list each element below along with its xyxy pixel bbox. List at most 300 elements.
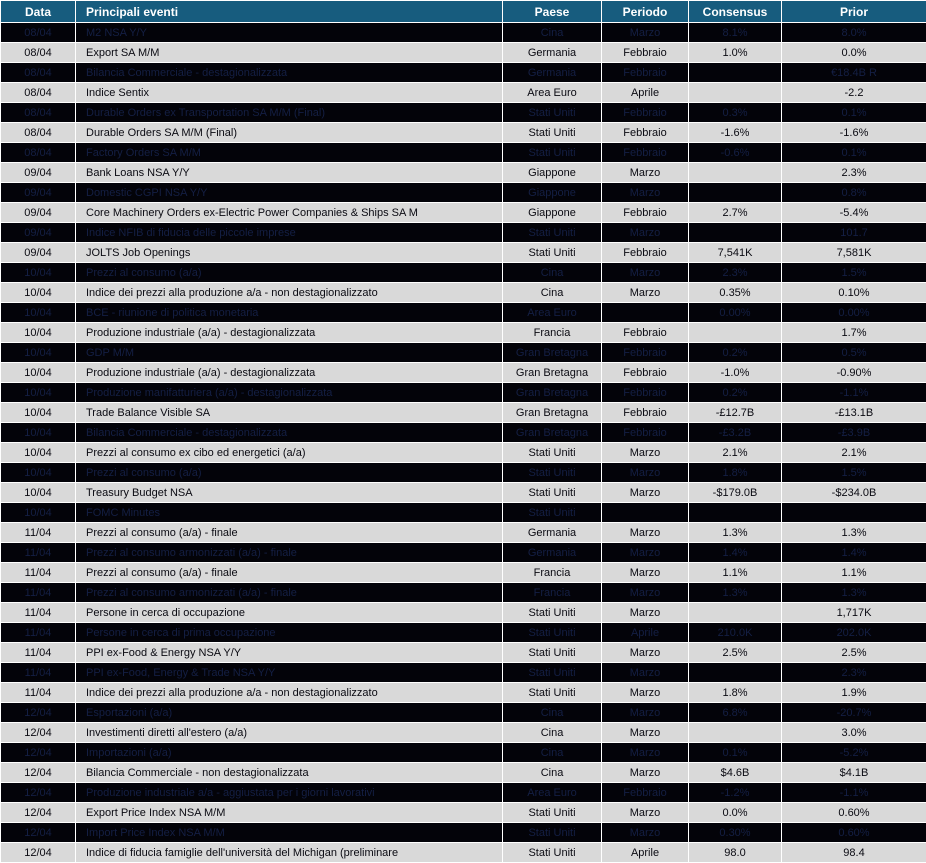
cell-paese: Gran Bretagna <box>503 383 602 403</box>
cell-periodo: Febbraio <box>602 343 689 363</box>
table-row <box>1 103 926 123</box>
cell-consensus: 0.0% <box>689 803 782 823</box>
cell-evento: Prezzi al consumo (a/a) - finale <box>76 563 503 583</box>
cell-data: 10/04 <box>1 263 76 283</box>
cell-evento: Prezzi al consumo (a/a) - finale <box>76 523 503 543</box>
cell-evento: Bank Loans NSA Y/Y <box>76 163 503 183</box>
cell-consensus: 0.30% <box>689 823 782 843</box>
cell-consensus <box>689 223 782 243</box>
table-row <box>1 263 926 283</box>
cell-evento: JOLTS Job Openings <box>76 243 503 263</box>
cell-prior: 0.8% <box>782 183 926 203</box>
cell-periodo: Febbraio <box>602 103 689 123</box>
cell-consensus <box>689 723 782 743</box>
cell-periodo: Marzo <box>602 803 689 823</box>
cell-data: 12/04 <box>1 843 76 863</box>
table-row <box>1 283 926 303</box>
cell-consensus <box>689 163 782 183</box>
cell-paese: Cina <box>503 283 602 303</box>
table-row <box>1 603 926 623</box>
cell-data: 08/04 <box>1 123 76 143</box>
cell-periodo: Febbraio <box>602 123 689 143</box>
table-row <box>1 183 926 203</box>
cell-consensus <box>689 503 782 523</box>
table-row <box>1 43 926 63</box>
cell-periodo: Marzo <box>602 603 689 623</box>
cell-data: 12/04 <box>1 743 76 763</box>
column-header-paese: Paese <box>503 1 602 23</box>
cell-data: 09/04 <box>1 203 76 223</box>
table-row <box>1 843 926 863</box>
cell-prior: -1.1% <box>782 383 926 403</box>
cell-periodo <box>602 503 689 523</box>
cell-periodo: Aprile <box>602 843 689 863</box>
cell-consensus: -1.6% <box>689 123 782 143</box>
cell-prior: -£13.1B <box>782 403 926 423</box>
cell-evento: Prezzi al consumo armonizzati (a/a) - finale <box>76 543 503 563</box>
cell-paese: Area Euro <box>503 783 602 803</box>
cell-prior: 1.4% <box>782 543 926 563</box>
cell-evento: Indice dei prezzi alla produzione a/a - non destagionalizzato <box>76 283 503 303</box>
cell-prior <box>782 503 926 523</box>
table-row <box>1 743 926 763</box>
column-header-prior: Prior <box>782 1 926 23</box>
cell-consensus: 2.3% <box>689 263 782 283</box>
cell-consensus <box>689 83 782 103</box>
cell-evento: Durable Orders SA M/M (Final) <box>76 123 503 143</box>
cell-evento: Export SA M/M <box>76 43 503 63</box>
cell-paese: Cina <box>503 703 602 723</box>
table-row <box>1 243 926 263</box>
cell-paese: Stati Uniti <box>503 483 602 503</box>
cell-consensus: 0.35% <box>689 283 782 303</box>
cell-periodo: Marzo <box>602 23 689 43</box>
cell-evento: Factory Orders SA M/M <box>76 143 503 163</box>
cell-prior: -$234.0B <box>782 483 926 503</box>
cell-paese: Stati Uniti <box>503 623 602 643</box>
cell-evento: Prezzi al consumo ex cibo ed energetici (a/a) <box>76 443 503 463</box>
cell-data: 08/04 <box>1 43 76 63</box>
cell-paese: Stati Uniti <box>503 663 602 683</box>
cell-data: 11/04 <box>1 563 76 583</box>
cell-consensus <box>689 63 782 83</box>
cell-evento: Investimenti diretti all'estero (a/a) <box>76 723 503 743</box>
cell-prior: 1.9% <box>782 683 926 703</box>
cell-paese: Stati Uniti <box>503 103 602 123</box>
cell-prior: 101.7 <box>782 223 926 243</box>
table-row <box>1 763 926 783</box>
table-row <box>1 523 926 543</box>
cell-data: 11/04 <box>1 623 76 643</box>
table-row <box>1 223 926 243</box>
cell-consensus: -£12.7B <box>689 403 782 423</box>
cell-periodo: Marzo <box>602 563 689 583</box>
cell-prior: 2.1% <box>782 443 926 463</box>
cell-periodo: Marzo <box>602 703 689 723</box>
cell-evento: Produzione industriale (a/a) - destagionalizzata <box>76 323 503 343</box>
cell-consensus <box>689 183 782 203</box>
cell-evento: Prezzi al consumo armonizzati (a/a) - finale <box>76 583 503 603</box>
cell-paese: Giappone <box>503 203 602 223</box>
cell-periodo: Marzo <box>602 823 689 843</box>
cell-data: 08/04 <box>1 143 76 163</box>
cell-paese: Francia <box>503 563 602 583</box>
cell-consensus: 2.5% <box>689 643 782 663</box>
table-row <box>1 483 926 503</box>
cell-data: 10/04 <box>1 383 76 403</box>
cell-paese: Gran Bretagna <box>503 423 602 443</box>
cell-data: 10/04 <box>1 463 76 483</box>
cell-consensus <box>689 663 782 683</box>
table-row <box>1 63 926 83</box>
cell-periodo: Marzo <box>602 743 689 763</box>
cell-prior: -5.4% <box>782 203 926 223</box>
cell-prior: -20.7% <box>782 703 926 723</box>
cell-evento: Prezzi al consumo (a/a) <box>76 263 503 283</box>
cell-consensus: 2.1% <box>689 443 782 463</box>
cell-evento: Export Price Index NSA M/M <box>76 803 503 823</box>
header-row <box>1 1 926 23</box>
cell-consensus: 210.0K <box>689 623 782 643</box>
cell-prior: 202.0K <box>782 623 926 643</box>
cell-periodo: Febbraio <box>602 783 689 803</box>
table-row <box>1 643 926 663</box>
table-row <box>1 663 926 683</box>
cell-consensus: 1.1% <box>689 563 782 583</box>
table-row <box>1 823 926 843</box>
table-row <box>1 203 926 223</box>
cell-evento: Esportazioni (a/a) <box>76 703 503 723</box>
cell-prior: -£3.9B <box>782 423 926 443</box>
cell-periodo: Marzo <box>602 643 689 663</box>
cell-data: 08/04 <box>1 83 76 103</box>
column-header-eventi: Principali eventi <box>76 1 503 23</box>
cell-evento: PPI ex-Food, Energy & Trade NSA Y/Y <box>76 663 503 683</box>
cell-prior: 0.1% <box>782 103 926 123</box>
cell-prior: 1.5% <box>782 263 926 283</box>
cell-prior: 2.5% <box>782 643 926 663</box>
cell-evento: Bilancia Commerciale - non destagionalizzata <box>76 763 503 783</box>
cell-evento: M2 NSA Y/Y <box>76 23 503 43</box>
cell-data: 10/04 <box>1 423 76 443</box>
table-row <box>1 423 926 443</box>
cell-data: 11/04 <box>1 603 76 623</box>
cell-periodo: Febbraio <box>602 323 689 343</box>
column-header-consensus: Consensus <box>689 1 782 23</box>
cell-prior: 1.3% <box>782 583 926 603</box>
cell-paese: Stati Uniti <box>503 243 602 263</box>
cell-prior: 0.1% <box>782 143 926 163</box>
cell-paese: Germania <box>503 523 602 543</box>
cell-consensus: 0.3% <box>689 103 782 123</box>
cell-consensus: 1.3% <box>689 523 782 543</box>
cell-evento: Produzione industriale (a/a) - destagionalizzata <box>76 363 503 383</box>
cell-paese: Stati Uniti <box>503 443 602 463</box>
cell-prior: 0.5% <box>782 343 926 363</box>
table-row <box>1 583 926 603</box>
cell-data: 12/04 <box>1 723 76 743</box>
table-row <box>1 723 926 743</box>
cell-paese: Giappone <box>503 163 602 183</box>
cell-evento: Import Price Index NSA M/M <box>76 823 503 843</box>
cell-periodo: Aprile <box>602 83 689 103</box>
cell-periodo: Marzo <box>602 263 689 283</box>
cell-consensus: 2.7% <box>689 203 782 223</box>
table-row <box>1 463 926 483</box>
cell-prior: 0.60% <box>782 823 926 843</box>
cell-consensus <box>689 323 782 343</box>
cell-periodo: Febbraio <box>602 203 689 223</box>
table-header <box>1 1 926 23</box>
cell-periodo: Marzo <box>602 223 689 243</box>
table-row <box>1 23 926 43</box>
cell-data: 12/04 <box>1 763 76 783</box>
cell-prior: 0.00% <box>782 303 926 323</box>
cell-periodo: Marzo <box>602 283 689 303</box>
cell-data: 10/04 <box>1 323 76 343</box>
cell-paese: Gran Bretagna <box>503 403 602 423</box>
cell-data: 12/04 <box>1 803 76 823</box>
cell-prior: -5.2% <box>782 743 926 763</box>
table-row <box>1 343 926 363</box>
cell-paese: Stati Uniti <box>503 683 602 703</box>
cell-paese: Stati Uniti <box>503 463 602 483</box>
cell-evento: Indice NFIB di fiducia delle piccole imprese <box>76 223 503 243</box>
cell-paese: Cina <box>503 743 602 763</box>
cell-consensus: 1.4% <box>689 543 782 563</box>
cell-consensus: $4.6B <box>689 763 782 783</box>
cell-prior: 1.5% <box>782 463 926 483</box>
cell-evento: Produzione manifatturiera (a/a) - destagionalizzata <box>76 383 503 403</box>
cell-data: 11/04 <box>1 683 76 703</box>
cell-periodo: Febbraio <box>602 363 689 383</box>
cell-consensus: 6.8% <box>689 703 782 723</box>
cell-paese: Area Euro <box>503 83 602 103</box>
cell-paese: Francia <box>503 323 602 343</box>
cell-data: 10/04 <box>1 483 76 503</box>
cell-consensus: -1.0% <box>689 363 782 383</box>
cell-evento: Persone in cerca di prima occupazione <box>76 623 503 643</box>
cell-evento: Indice dei prezzi alla produzione a/a - non destagionalizzato <box>76 683 503 703</box>
cell-periodo: Marzo <box>602 443 689 463</box>
table-row <box>1 563 926 583</box>
cell-periodo: Marzo <box>602 723 689 743</box>
cell-paese: Stati Uniti <box>503 603 602 623</box>
cell-paese: Gran Bretagna <box>503 343 602 363</box>
cell-data: 12/04 <box>1 783 76 803</box>
cell-consensus: 1.3% <box>689 583 782 603</box>
cell-paese: Germania <box>503 63 602 83</box>
cell-consensus: -£3.2B <box>689 423 782 443</box>
cell-prior: -2.2 <box>782 83 926 103</box>
cell-paese: Stati Uniti <box>503 823 602 843</box>
table-row <box>1 803 926 823</box>
cell-consensus: 0.00% <box>689 303 782 323</box>
cell-periodo: Marzo <box>602 543 689 563</box>
cell-evento: Bilancia Commerciale - destagionalizzata <box>76 63 503 83</box>
cell-consensus: 7,541K <box>689 243 782 263</box>
cell-paese: Stati Uniti <box>503 143 602 163</box>
cell-periodo: Febbraio <box>602 403 689 423</box>
cell-prior: €18.4B R <box>782 63 926 83</box>
cell-evento: Trade Balance Visible SA <box>76 403 503 423</box>
table-row <box>1 163 926 183</box>
cell-consensus: 1.8% <box>689 683 782 703</box>
cell-evento: Domestic CGPI NSA Y/Y <box>76 183 503 203</box>
cell-consensus <box>689 603 782 623</box>
cell-data: 12/04 <box>1 823 76 843</box>
cell-evento: Indice di fiducia famiglie dell'università del Michigan (preliminare <box>76 843 503 863</box>
cell-paese: Stati Uniti <box>503 643 602 663</box>
cell-paese: Francia <box>503 583 602 603</box>
cell-data: 09/04 <box>1 243 76 263</box>
cell-paese: Stati Uniti <box>503 503 602 523</box>
cell-periodo: Marzo <box>602 583 689 603</box>
cell-prior: 0.10% <box>782 283 926 303</box>
cell-data: 11/04 <box>1 663 76 683</box>
cell-evento: BCE - riunione di politica monetaria <box>76 303 503 323</box>
table-row <box>1 303 926 323</box>
cell-evento: Produzione industriale a/a - aggiustata per i giorni lavorativi <box>76 783 503 803</box>
cell-periodo: Febbraio <box>602 423 689 443</box>
cell-consensus: -1.2% <box>689 783 782 803</box>
cell-evento: PPI ex-Food & Energy NSA Y/Y <box>76 643 503 663</box>
cell-data: 10/04 <box>1 503 76 523</box>
cell-paese: Cina <box>503 763 602 783</box>
cell-data: 10/04 <box>1 303 76 323</box>
cell-evento: Treasury Budget NSA <box>76 483 503 503</box>
cell-paese: Giappone <box>503 183 602 203</box>
cell-data: 11/04 <box>1 543 76 563</box>
cell-prior: $4.1B <box>782 763 926 783</box>
cell-prior: 1,717K <box>782 603 926 623</box>
cell-consensus: 0.2% <box>689 343 782 363</box>
cell-data: 08/04 <box>1 23 76 43</box>
cell-prior: 1.7% <box>782 323 926 343</box>
table-row <box>1 783 926 803</box>
cell-data: 09/04 <box>1 223 76 243</box>
cell-consensus: 0.1% <box>689 743 782 763</box>
cell-consensus: -0.6% <box>689 143 782 163</box>
cell-data: 09/04 <box>1 163 76 183</box>
cell-periodo <box>602 303 689 323</box>
cell-consensus: 8.1% <box>689 23 782 43</box>
cell-periodo: Febbraio <box>602 383 689 403</box>
cell-paese: Stati Uniti <box>503 843 602 863</box>
cell-periodo: Febbraio <box>602 243 689 263</box>
cell-periodo: Febbraio <box>602 143 689 163</box>
table-row <box>1 443 926 463</box>
cell-consensus: 98.0 <box>689 843 782 863</box>
cell-evento: Core Machinery Orders ex-Electric Power Companies & Ships SA M <box>76 203 503 223</box>
cell-periodo: Marzo <box>602 763 689 783</box>
cell-prior: -1.6% <box>782 123 926 143</box>
cell-prior: 3.0% <box>782 723 926 743</box>
cell-data: 08/04 <box>1 63 76 83</box>
cell-periodo: Febbraio <box>602 63 689 83</box>
cell-consensus: 1.0% <box>689 43 782 63</box>
cell-prior: 2.3% <box>782 163 926 183</box>
table-row <box>1 123 926 143</box>
cell-evento: Durable Orders ex Transportation SA M/M (Final) <box>76 103 503 123</box>
cell-evento: Persone in cerca di occupazione <box>76 603 503 623</box>
table-row <box>1 623 926 643</box>
cell-evento: Prezzi al consumo (a/a) <box>76 463 503 483</box>
cell-paese: Stati Uniti <box>503 223 602 243</box>
table-row <box>1 543 926 563</box>
table-row <box>1 363 926 383</box>
cell-consensus: -$179.0B <box>689 483 782 503</box>
cell-periodo: Marzo <box>602 523 689 543</box>
cell-evento: FOMC Minutes <box>76 503 503 523</box>
table-row <box>1 383 926 403</box>
cell-data: 12/04 <box>1 703 76 723</box>
table-row <box>1 403 926 423</box>
cell-prior: 7,581K <box>782 243 926 263</box>
cell-data: 10/04 <box>1 403 76 423</box>
cell-paese: Stati Uniti <box>503 803 602 823</box>
cell-data: 10/04 <box>1 343 76 363</box>
cell-evento: GDP M/M <box>76 343 503 363</box>
cell-prior: 98.4 <box>782 843 926 863</box>
cell-paese: Gran Bretagna <box>503 363 602 383</box>
table-row <box>1 683 926 703</box>
cell-prior: 1.1% <box>782 563 926 583</box>
cell-paese: Germania <box>503 543 602 563</box>
table-row <box>1 503 926 523</box>
cell-data: 10/04 <box>1 443 76 463</box>
cell-periodo: Marzo <box>602 163 689 183</box>
cell-evento: Bilancia Commerciale - destagionalizzata <box>76 423 503 443</box>
cell-paese: Cina <box>503 23 602 43</box>
cell-paese: Stati Uniti <box>503 123 602 143</box>
table-body <box>1 23 926 863</box>
cell-prior: -1.1% <box>782 783 926 803</box>
table-row <box>1 323 926 343</box>
cell-evento: Indice Sentix <box>76 83 503 103</box>
cell-paese: Cina <box>503 723 602 743</box>
cell-evento: Importazioni (a/a) <box>76 743 503 763</box>
cell-paese: Cina <box>503 263 602 283</box>
cell-periodo: Aprile <box>602 623 689 643</box>
cell-periodo: Marzo <box>602 483 689 503</box>
table-row <box>1 83 926 103</box>
cell-prior: 8.0% <box>782 23 926 43</box>
cell-prior: 2.3% <box>782 663 926 683</box>
cell-paese: Germania <box>503 43 602 63</box>
cell-paese: Area Euro <box>503 303 602 323</box>
cell-prior: 0.0% <box>782 43 926 63</box>
cell-data: 11/04 <box>1 643 76 663</box>
cell-data: 11/04 <box>1 583 76 603</box>
cell-periodo: Marzo <box>602 663 689 683</box>
cell-prior: 1.3% <box>782 523 926 543</box>
column-header-data: Data <box>1 1 76 23</box>
column-header-periodo: Periodo <box>602 1 689 23</box>
cell-data: 10/04 <box>1 363 76 383</box>
cell-data: 09/04 <box>1 183 76 203</box>
cell-periodo: Marzo <box>602 463 689 483</box>
table-row <box>1 703 926 723</box>
cell-consensus: 0.2% <box>689 383 782 403</box>
cell-periodo: Marzo <box>602 683 689 703</box>
cell-periodo: Marzo <box>602 183 689 203</box>
cell-prior: -0.90% <box>782 363 926 383</box>
cell-prior: 0.60% <box>782 803 926 823</box>
cell-consensus: 1.8% <box>689 463 782 483</box>
cell-data: 10/04 <box>1 283 76 303</box>
cell-periodo: Febbraio <box>602 43 689 63</box>
